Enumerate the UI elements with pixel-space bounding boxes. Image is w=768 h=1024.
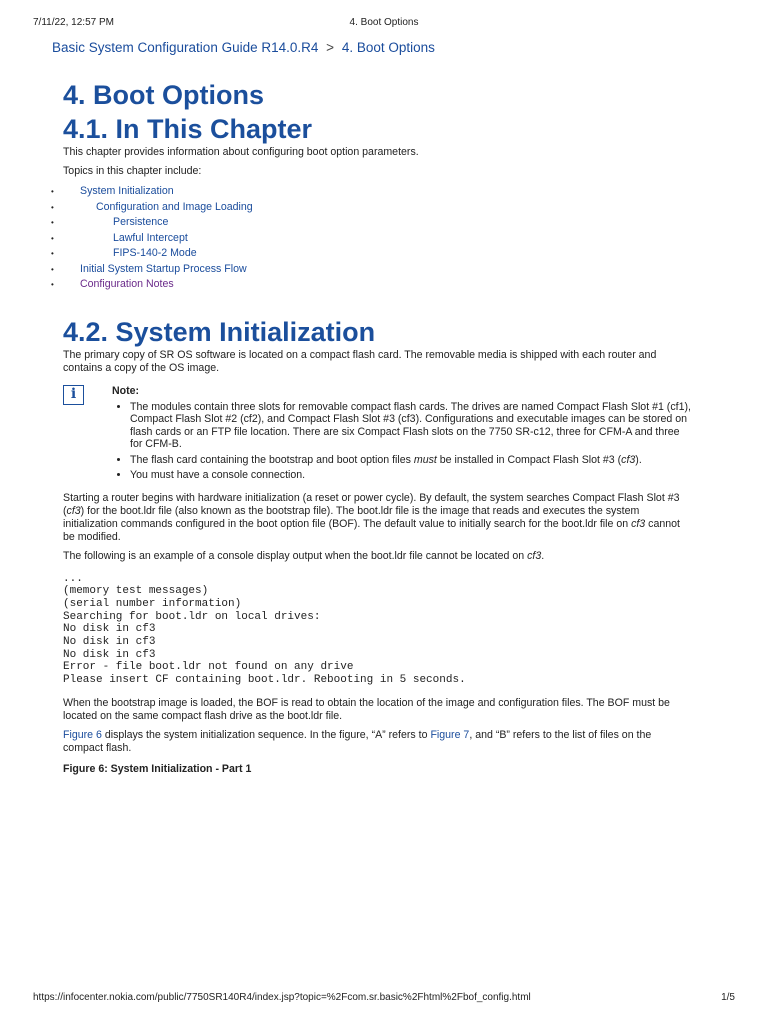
example-paragraph: The following is an example of a console display output when the boot.ldr file cannot be located on cf3. <box>63 549 545 562</box>
print-date: 7/11/22, 12:57 PM <box>33 17 114 28</box>
console-line: Please insert CF containing boot.ldr. Rebooting in 5 seconds. <box>63 674 466 687</box>
console-line: No disk in cf3 <box>63 636 156 649</box>
chapter-intro: This chapter provides information about configuring boot option parameters. <box>63 146 419 158</box>
toc-link-configuration-image-loading[interactable]: Configuration and Image Loading <box>96 200 253 213</box>
note-item-slots: • The modules contain three slots for removable compact flash cards. The drives are named Compact Flash Slot #1 (cf1), Compact Flash Slot #2 (cf2), and Compact Flash Slot #3 (cf3). Configurations and executable images can be stored on flash cards or an FTP file location. There are six Compact Flash slots on the 7750 SR-c12, three for CFM-A and three for CFM-B. <box>130 401 693 451</box>
figure-reference-paragraph: Figure 6 displays the system initialization sequence. In the figure, “A” refers to Figure 7, and “B” refers to the list of files on the compact flash. <box>63 728 652 754</box>
section-heading-in-this-chapter: 4.1. In This Chapter <box>63 114 313 144</box>
breadcrumb-separator: > <box>326 40 335 55</box>
console-line: Error - file boot.ldr not found on any drive <box>63 661 354 674</box>
toc-item <box>63 277 693 293</box>
toc-item <box>63 215 693 231</box>
breadcrumb-current-link[interactable]: 4. Boot Options <box>341 40 435 55</box>
console-line: Searching for boot.ldr on local drives: <box>63 610 321 623</box>
toc-item <box>63 246 693 262</box>
console-line: (memory test messages) <box>63 585 209 598</box>
toc-item <box>63 184 693 200</box>
note-box <box>63 385 693 482</box>
breadcrumb-guide-link[interactable]: Basic System Configuration Guide R14.0.R4 <box>52 40 319 55</box>
info-icon: i <box>63 385 84 405</box>
toc-link-configuration-notes[interactable]: Configuration Notes <box>80 278 174 290</box>
note-item-flash-card: • The flash card containing the bootstrap and boot option files must be installed in Compact Flash Slot #3 (cf3). <box>130 454 693 467</box>
toc-item <box>63 200 693 216</box>
topics-intro: Topics in this chapter include: <box>63 165 202 177</box>
chapter-toc <box>63 184 693 293</box>
print-header <box>33 17 735 31</box>
toc-link-startup-process-flow[interactable]: Initial System Startup Process Flow <box>80 262 247 275</box>
print-title: 4. Boot Options <box>349 17 419 28</box>
main-content <box>63 74 693 775</box>
note-item-console: • You must have a console connection. <box>130 469 693 482</box>
console-line: No disk in cf3 <box>63 623 156 636</box>
system-init-intro: The primary copy of SR OS software is located on a compact flash card. The removable media is shipped with each router and contains a copy of the OS image. <box>63 348 657 374</box>
figure-caption: Figure 6: System Initialization - Part 1 <box>63 762 252 775</box>
console-line: ... <box>63 572 83 585</box>
note-label: Note: <box>112 384 140 397</box>
figure-6-link[interactable]: Figure 6 <box>63 728 102 741</box>
bof-paragraph: When the bootstrap image is loaded, the BOF is read to obtain the location of the image and configuration files. The BOF must be located on the same compact flash drive as the boot.ldr file. <box>63 696 670 722</box>
toc-link-system-initialization[interactable]: System Initialization <box>80 185 174 197</box>
page-number: 1/5 <box>721 992 735 1003</box>
startup-paragraph: Starting a router begins with hardware initialization (a reset or power cycle). By default, the system searches Compact Flash Slot #3 (cf3) for the boot.ldr file (also known as the bootstrap file). The boot.ldr file is the image that reads and executes the system initialization commands configured in the boot option file (BOF). The default value to initially search for the boot.ldr file on cf3 cannot be modified. <box>63 491 680 543</box>
page-title: 4. Boot Options <box>63 80 264 110</box>
console-line: (serial number information) <box>63 597 242 610</box>
toc-item <box>63 231 693 247</box>
console-line: No disk in cf3 <box>63 648 156 661</box>
print-url: https://infocenter.nokia.com/public/7750SR140R4/index.jsp?topic=%2Fcom.sr.basic%2Fhtml%2Fbof_config.html <box>33 992 531 1003</box>
breadcrumb <box>52 40 435 55</box>
section-heading-system-initialization: 4.2. System Initialization <box>63 316 376 347</box>
figure-7-link[interactable]: Figure 7 <box>430 728 470 741</box>
print-footer <box>33 992 735 1006</box>
console-output <box>63 573 693 687</box>
toc-item <box>63 262 693 278</box>
toc-link-lawful-intercept[interactable]: Lawful Intercept <box>113 231 188 244</box>
toc-link-fips-mode[interactable]: FIPS-140-2 Mode <box>113 247 197 259</box>
toc-link-persistence[interactable]: Persistence <box>113 216 169 228</box>
